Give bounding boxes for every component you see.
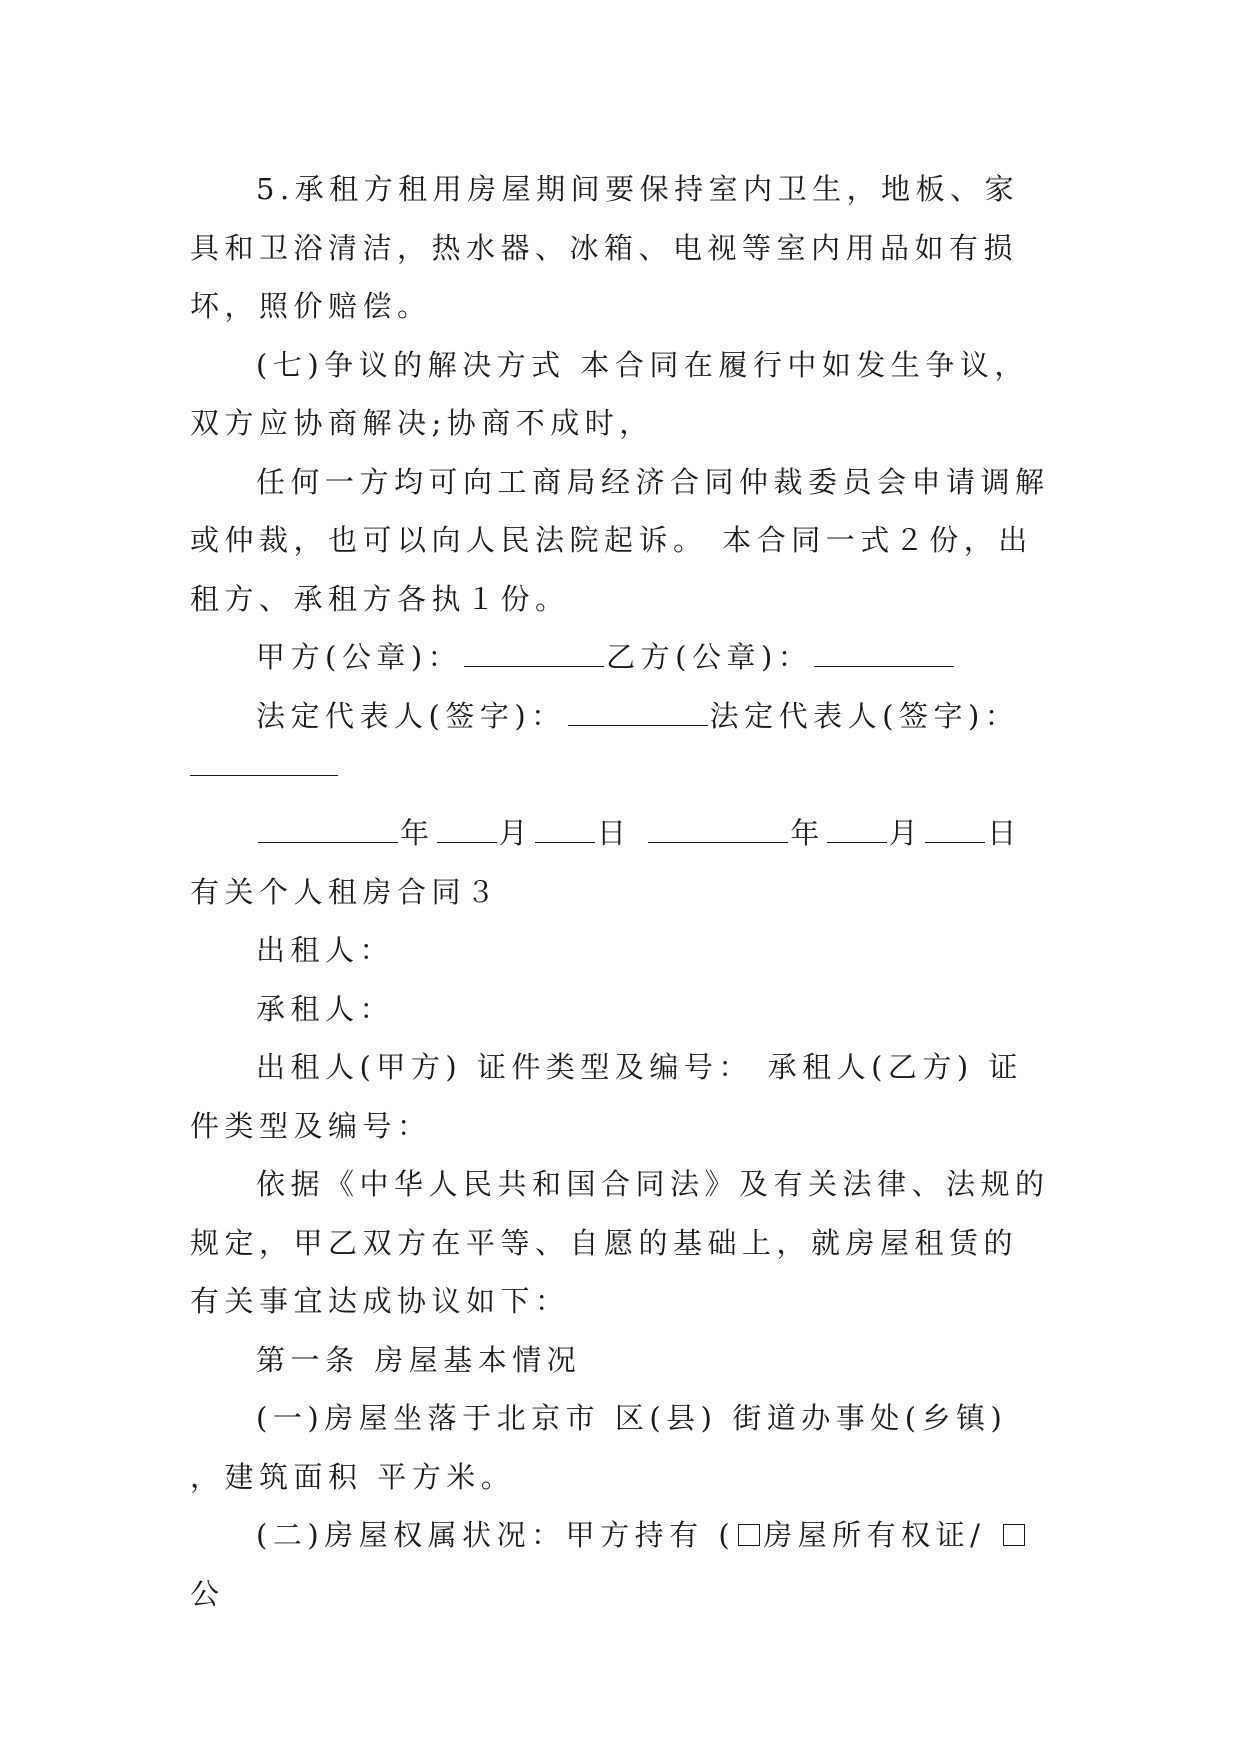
item-1-location: (一)房屋坐落于北京市 区(县) 街道办事处(乡镇) ，建筑面积 平方米。 (190, 1401, 1008, 1494)
date-b-year: 年 (790, 816, 825, 850)
date-a-year: 年 (400, 816, 435, 850)
party-a-seal-label: 甲方(公章)： (256, 640, 463, 674)
lessor-line: 出租人： (256, 933, 395, 967)
paragraph-arbitration: 任何一方均可向工商局经济合同仲裁委员会申请调解或仲裁，也可以向人民法院起诉。 本合同一式２份，出租方、承租方各执１份。 (190, 464, 1050, 616)
item-2-prefix: (二)房屋权属状况：甲方持有 ( (256, 1518, 736, 1552)
seal-line (190, 628, 1052, 687)
representative-line (190, 687, 1052, 746)
party-a-seal-blank[interactable] (464, 638, 604, 667)
party-b-rep-blank[interactable] (190, 745, 338, 776)
checkbox-icon[interactable] (1003, 1524, 1025, 1546)
date-a-day: 日 (597, 816, 632, 850)
party-a-rep-blank[interactable] (568, 697, 708, 726)
legal-basis-paragraph: 依据《中华人民共和国合同法》及有关法律、法规的规定，甲乙双方在平等、自愿的基础上，就房屋租赁的有关事宜达成协议如下： (190, 1167, 1050, 1318)
article-1-title: 第一条 房屋基本情况 (256, 1342, 582, 1377)
document-body (190, 160, 1052, 1623)
paragraph-clause-5: 5.承租方租用房屋期间要保持室内卫生，地板、家具和卫浴清洁，热水器、冰箱、电视等室内用品如有损坏，照价赔偿。 (190, 172, 1020, 323)
date-b-year-blank[interactable] (648, 814, 788, 843)
date-b-month: 月 (888, 816, 924, 850)
party-a-rep-label: 法定代表人(签字)： (256, 698, 566, 733)
date-a-year-blank[interactable] (258, 814, 398, 843)
date-line (190, 804, 1052, 863)
item-2-ownership (190, 1506, 1052, 1623)
party-b-seal-label: 乙方(公章)： (606, 640, 813, 674)
id-type-line: 出租人(甲方) 证件类型及编号： 承租人(乙方) 证件类型及编号： (190, 1050, 1023, 1143)
date-b-day: 日 (987, 816, 1022, 850)
date-a-month-blank[interactable] (437, 814, 497, 843)
item-2-option-1: 房屋所有权证/ (763, 1518, 1001, 1552)
date-a-month: 月 (498, 816, 534, 850)
party-b-rep-label: 法定代表人(签字)： (709, 698, 1020, 733)
item-2-option-2: 公 (190, 1576, 225, 1611)
checkbox-icon[interactable] (738, 1524, 760, 1546)
lessee-line: 承租人： (256, 991, 395, 1026)
date-a-day-blank[interactable] (535, 814, 595, 843)
contract-heading: 有关个人租房合同３ (190, 874, 501, 909)
date-b-month-blank[interactable] (827, 814, 887, 843)
date-b-day-blank[interactable] (925, 814, 985, 843)
party-b-seal-blank[interactable] (814, 638, 954, 667)
paragraph-dispute-resolution: (七)争议的解决方式 本合同在履行中如发生争议，双方应协商解决;协商不成时， (190, 347, 1029, 440)
